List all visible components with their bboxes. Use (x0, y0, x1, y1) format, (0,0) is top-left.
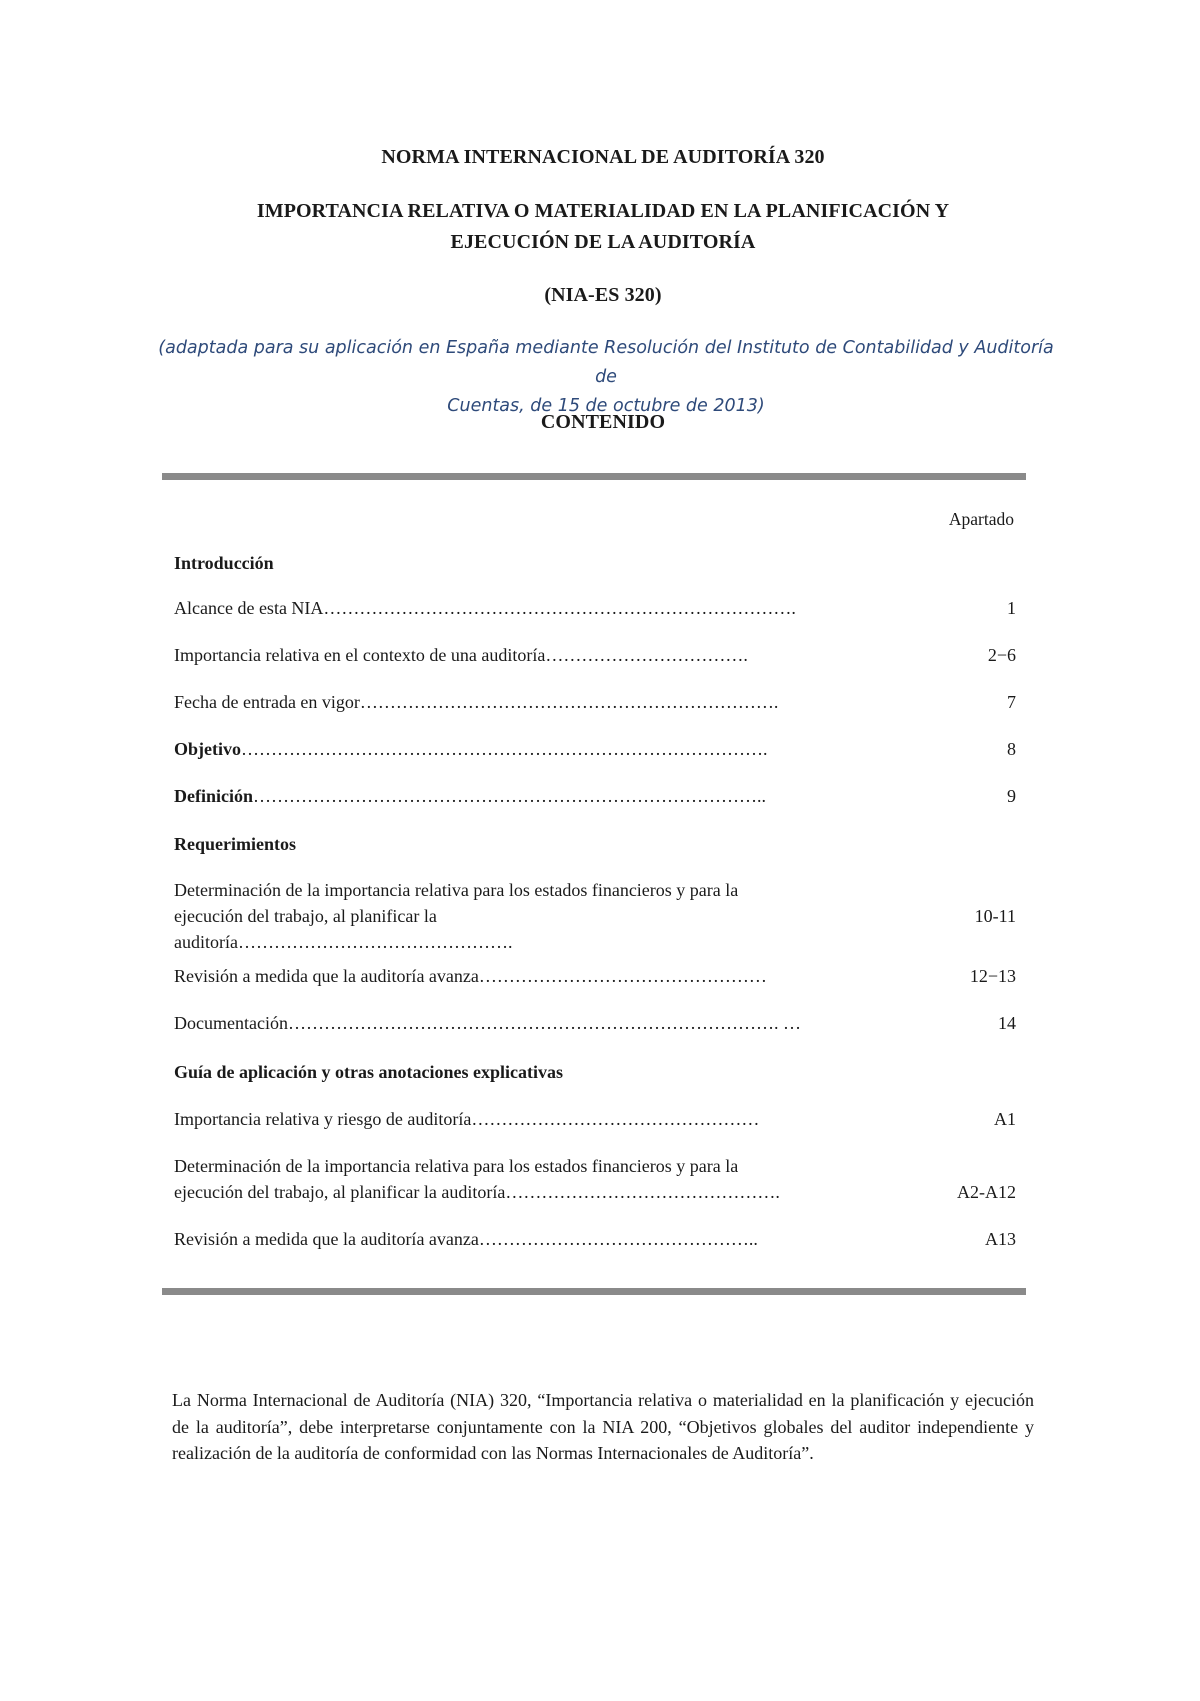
toc-entry-revision[interactable] (174, 963, 1016, 989)
toc-entry-objetivo[interactable] (174, 736, 1016, 762)
toc-entry-determinacion[interactable] (174, 877, 1016, 955)
toc-entry-revision-guia[interactable] (174, 1226, 1016, 1252)
toc-entry-documentacion[interactable] (174, 1010, 1016, 1036)
toc-section-label: Introducción (174, 553, 274, 573)
document-subtitle-line-2: EJECUCIÓN DE LA AUDITORÍA (450, 231, 756, 253)
toc-entry-definicion[interactable] (174, 783, 1016, 809)
toc-entry-label (174, 736, 884, 762)
toc-entry-label-line-2: ejecución del trabajo, al planificar la auditoría………………………………………. (174, 1182, 780, 1202)
toc-entry-label (174, 783, 884, 809)
toc-entry-number: A1 (994, 1109, 1016, 1129)
toc-entry-label: Fecha de entrada en vigor……………………………………………………………. (174, 692, 779, 712)
toc-entry-determinacion-guia[interactable] (174, 1153, 1016, 1205)
toc-entry-dots: ………………………………………………………………………….. (253, 786, 766, 806)
toc-section-requerimientos (174, 831, 1016, 857)
toc-entry-number: 10-11 (974, 906, 1016, 926)
toc-entry-label: Alcance de esta NIA……………………………………………………………………. (174, 598, 796, 618)
document-code: (NIA-ES 320) (544, 284, 662, 306)
toc-entry-importancia[interactable] (174, 642, 1016, 668)
adaptation-note (150, 334, 1062, 421)
contents-heading: CONTENIDO (540, 411, 666, 433)
toc-entry-label: Documentación………………………………………………………………………. … (174, 1013, 801, 1033)
toc-entry-number: A2-A12 (957, 1182, 1016, 1202)
toc-entry-fecha[interactable] (174, 689, 1016, 715)
toc-column-header: Apartado (948, 509, 1014, 529)
adaptation-note-line-2: Cuentas, de 15 de octubre de 2013) (447, 396, 765, 416)
toc-entry-label: Revisión a medida que la auditoría avanza………………………………………… (174, 966, 767, 986)
toc-entry-bold: Definición (174, 786, 253, 806)
toc-entry-label: Importancia relativa y riesgo de auditoría………………………………………… (174, 1109, 760, 1129)
toc-section-introduccion (174, 550, 1016, 576)
toc-entry-dots: ……………………………………………………………………………. (241, 739, 768, 759)
toc-entry-label-line-2: ejecución del trabajo, al planificar la (174, 906, 437, 926)
toc-section-label: Guía de aplicación y otras anotaciones explicativas (174, 1062, 563, 1082)
document-subtitle-line-1: IMPORTANCIA RELATIVA O MATERIALIDAD EN LA PLANIFICACIÓN Y (256, 200, 950, 222)
top-divider (162, 473, 1026, 480)
toc-entry-number: 14 (998, 1013, 1016, 1033)
toc-entry-alcance[interactable] (174, 595, 1016, 621)
bottom-divider (162, 1288, 1026, 1295)
document-subtitle (0, 196, 1200, 258)
toc-entry-label: Revisión a medida que la auditoría avanza……………………………………….. (174, 1229, 758, 1249)
toc-entry-bold: Objetivo (174, 739, 241, 759)
toc-entry-number: 2−6 (987, 645, 1016, 665)
toc-entry-number: 1 (1007, 598, 1016, 618)
toc-entry-label: Importancia relativa en el contexto de una auditoría……………………………. (174, 645, 748, 665)
toc-section-label: Requerimientos (174, 834, 296, 854)
toc-entry-label-line-3: auditoría………………………………………. (174, 932, 513, 952)
document-title: NORMA INTERNACIONAL DE AUDITORÍA 320 (381, 146, 825, 168)
toc-entry-number: 7 (1007, 692, 1016, 712)
toc-entry-number: A13 (985, 1229, 1016, 1249)
toc-section-guia (174, 1059, 1016, 1085)
toc-entry-number: 12−13 (969, 966, 1016, 986)
toc-entry-label-line-1: Determinación de la importancia relativa para los estados financieros y para la (174, 880, 739, 900)
toc-entry-number: 9 (1007, 786, 1016, 806)
intro-paragraph: La Norma Internacional de Auditoría (NIA) 320, “Importancia relativa o materialidad en la planificación y ejecución de la auditoría”, debe interpretarse conjuntamente con la NIA 200, “Objetivos globales del auditor independiente y realización de la auditoría de conformidad con las Normas Internacionales de Auditoría”. (172, 1390, 1034, 1463)
toc-entry-number: 8 (1007, 739, 1016, 759)
toc-entry-label-line-1: Determinación de la importancia relativa para los estados financieros y para la (174, 1156, 739, 1176)
toc-entry-riesgo[interactable] (174, 1106, 1016, 1132)
adaptation-note-line-1: (adaptada para su aplicación en España mediante Resolución del Instituto de Contabilidad y Auditoría de (158, 338, 1054, 387)
